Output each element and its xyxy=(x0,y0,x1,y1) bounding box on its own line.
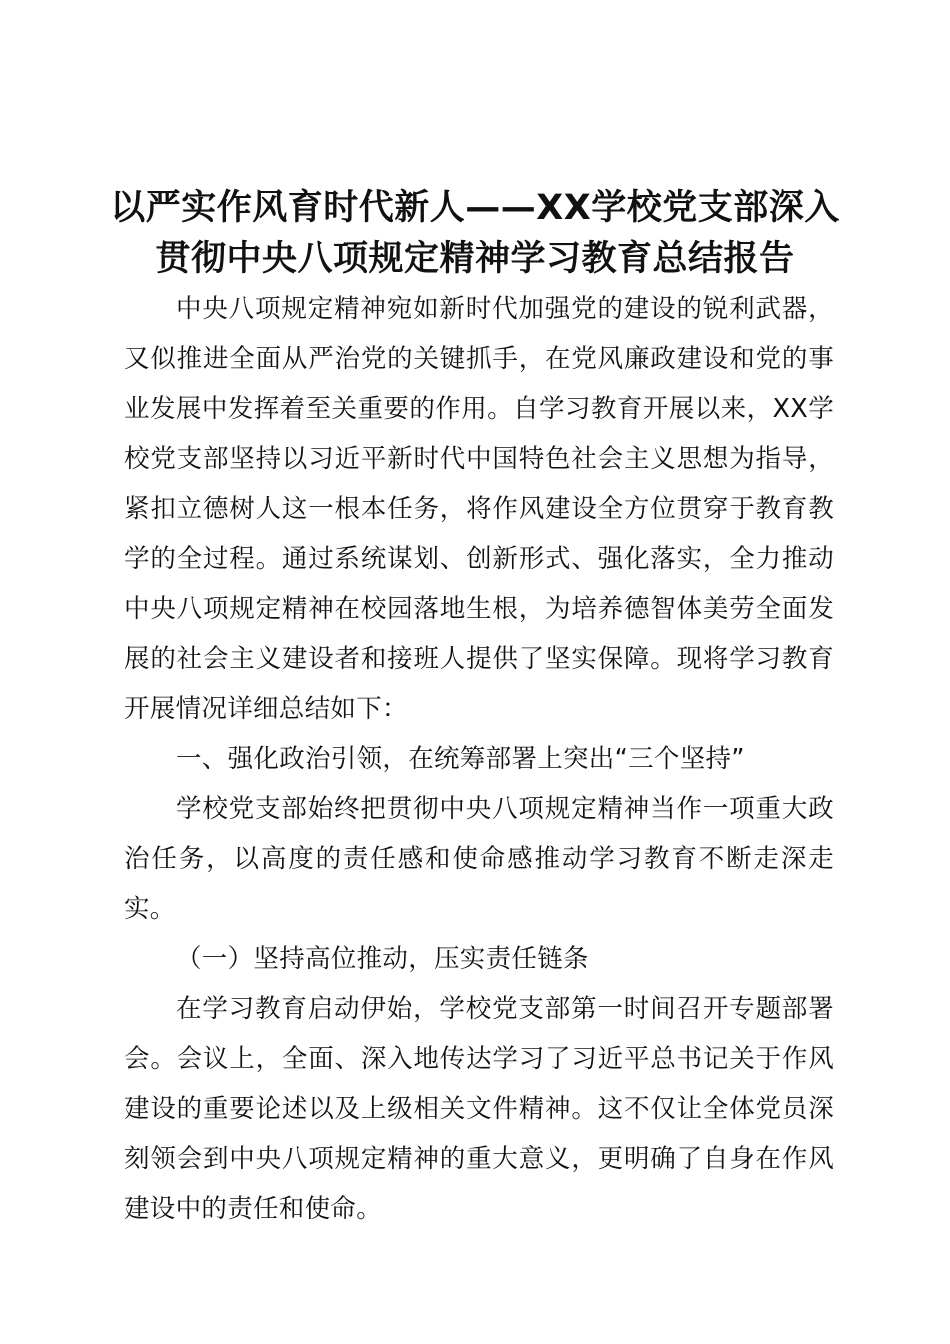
section-heading-1: 一、强化政治引领，在统筹部署上突出“三个坚持” xyxy=(176,744,745,774)
paragraph-subsection-1: 在学习教育启动伊始，学校党支部第一时间召开专题部署会。会议上，全面、深入地传达学习了习近平总书记关于作风建设的重要论述以及上级相关文件精神。这不仅让全体党员深刻领会到中央八项规定精神的重大意义，更明确了自身在作风建设中的责任和使命。 xyxy=(124,994,834,1224)
document-body xyxy=(124,284,834,1234)
subsection-heading-1: （一）坚持高位推动，压实责任链条 xyxy=(176,944,589,974)
document-title: 以严实作风育时代新人——XX学校党支部深入贯彻中央八项规定精神学习教育总结报告 xyxy=(110,188,840,279)
paragraph-section-1: 学校党支部始终把贯彻中央八项规定精神当作一项重大政治任务，以高度的责任感和使命感推动学习教育不断走深走实。 xyxy=(124,794,834,924)
paragraph-intro: 中央八项规定精神宛如新时代加强党的建设的锐利武器，又似推进全面从严治党的关键抓手，在党风廉政建设和党的事业发展中发挥着至关重要的作用。自学习教育开展以来，XX学校党支部坚持以习近平新时代中国特色社会主义思想为指导，紧扣立德树人这一根本任务，将作风建设全方位贯穿于教育教学的全过程。通过系统谋划、创新形式、强化落实，全力推动中央八项规定精神在校园落地生根，为培养德智体美劳全面发展的社会主义建设者和接班人提供了坚实保障。现将学习教育开展情况详细总结如下： xyxy=(124,294,834,724)
